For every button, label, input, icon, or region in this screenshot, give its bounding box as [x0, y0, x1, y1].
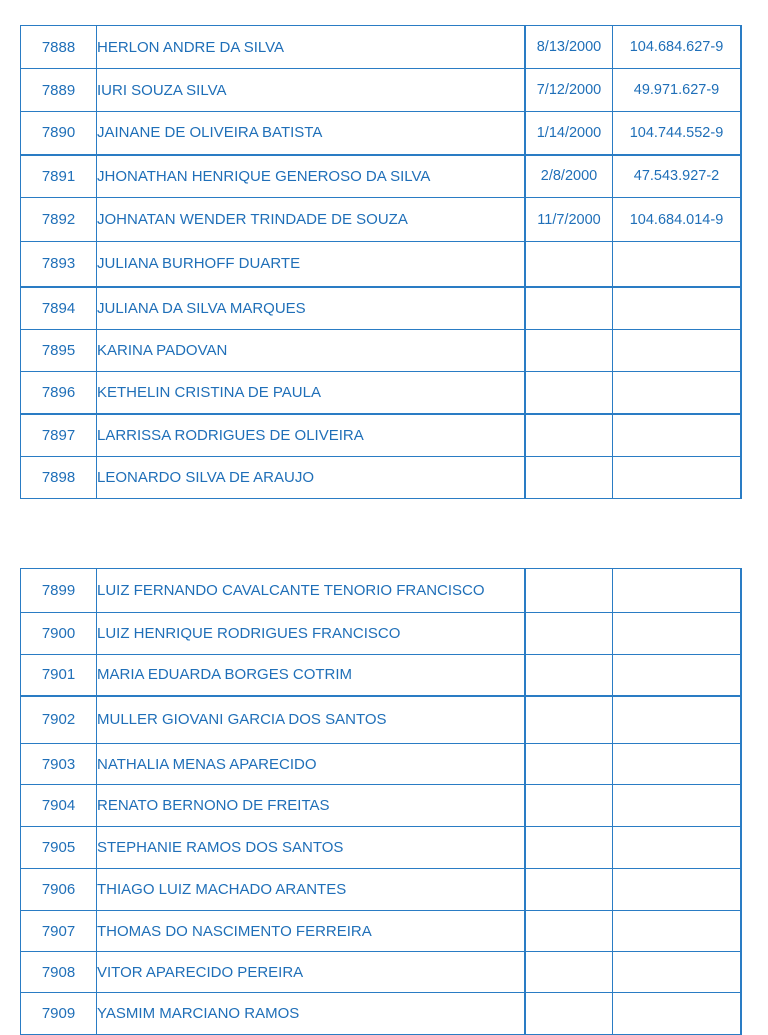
table-row — [21, 696, 742, 744]
document-id — [613, 655, 742, 696]
table-row — [21, 827, 742, 869]
row-number: 7903 — [21, 744, 97, 785]
document-id: 104.684.014-9 — [613, 198, 742, 242]
table-row — [21, 613, 742, 655]
birth-date — [525, 827, 613, 869]
birth-date — [525, 287, 613, 330]
birth-date — [525, 655, 613, 696]
row-number: 7908 — [21, 952, 97, 993]
birth-date — [525, 785, 613, 827]
table-row — [21, 993, 742, 1035]
birth-date — [525, 952, 613, 993]
row-number: 7897 — [21, 414, 97, 457]
student-name: KARINA PADOVAN — [97, 330, 526, 372]
birth-date: 11/7/2000 — [525, 198, 613, 242]
table-row — [21, 155, 742, 198]
document-id — [613, 242, 742, 287]
table-row — [21, 372, 742, 414]
document-id — [613, 569, 742, 613]
birth-date: 8/13/2000 — [525, 26, 613, 69]
birth-date: 1/14/2000 — [525, 112, 613, 155]
row-number: 7888 — [21, 26, 97, 69]
student-name: JAINANE DE OLIVEIRA BATISTA — [97, 112, 526, 155]
birth-date — [525, 372, 613, 414]
student-name: IURI SOUZA SILVA — [97, 69, 526, 112]
table-row — [21, 569, 742, 613]
birth-date — [525, 744, 613, 785]
document-id — [613, 869, 742, 911]
table-row — [21, 655, 742, 696]
student-name: VITOR APARECIDO PEREIRA — [97, 952, 526, 993]
birth-date — [525, 911, 613, 952]
table-row — [21, 287, 742, 330]
student-name: JHONATHAN HENRIQUE GENEROSO DA SILVA — [97, 155, 526, 198]
student-name: RENATO BERNONO DE FREITAS — [97, 785, 526, 827]
birth-date — [525, 242, 613, 287]
row-number: 7892 — [21, 198, 97, 242]
student-name: LARRISSA RODRIGUES DE OLIVEIRA — [97, 414, 526, 457]
document-id: 104.684.627-9 — [613, 26, 742, 69]
student-name: LEONARDO SILVA DE ARAUJO — [97, 457, 526, 499]
document-id — [613, 414, 742, 457]
birth-date — [525, 569, 613, 613]
birth-date — [525, 869, 613, 911]
row-number: 7891 — [21, 155, 97, 198]
student-name: MARIA EDUARDA BORGES COTRIM — [97, 655, 526, 696]
table-row — [21, 785, 742, 827]
row-number: 7898 — [21, 457, 97, 499]
table-row — [21, 112, 742, 155]
document-id — [613, 613, 742, 655]
row-number: 7899 — [21, 569, 97, 613]
document-id — [613, 785, 742, 827]
birth-date — [525, 993, 613, 1035]
table-row — [21, 911, 742, 952]
roster-table-2 — [20, 568, 742, 1035]
roster-table-1 — [20, 25, 742, 499]
document-id — [613, 993, 742, 1035]
birth-date — [525, 414, 613, 457]
document-id — [613, 952, 742, 993]
row-number: 7905 — [21, 827, 97, 869]
student-name: THOMAS DO NASCIMENTO FERREIRA — [97, 911, 526, 952]
row-number: 7909 — [21, 993, 97, 1035]
student-name: LUIZ FERNANDO CAVALCANTE TENORIO FRANCISCO — [97, 569, 526, 613]
table-row — [21, 952, 742, 993]
birth-date: 7/12/2000 — [525, 69, 613, 112]
document-id — [613, 287, 742, 330]
birth-date — [525, 330, 613, 372]
birth-date — [525, 457, 613, 499]
row-number: 7906 — [21, 869, 97, 911]
table-row — [21, 69, 742, 112]
student-name: STEPHANIE RAMOS DOS SANTOS — [97, 827, 526, 869]
row-number: 7902 — [21, 696, 97, 744]
document-id — [613, 330, 742, 372]
table-row — [21, 414, 742, 457]
student-name: LUIZ HENRIQUE RODRIGUES FRANCISCO — [97, 613, 526, 655]
student-name: JOHNATAN WENDER TRINDADE DE SOUZA — [97, 198, 526, 242]
birth-date — [525, 696, 613, 744]
table-row — [21, 330, 742, 372]
document-id — [613, 372, 742, 414]
row-number: 7890 — [21, 112, 97, 155]
document-id — [613, 827, 742, 869]
student-name: JULIANA BURHOFF DUARTE — [97, 242, 526, 287]
table-row — [21, 457, 742, 499]
table-row — [21, 869, 742, 911]
document-id — [613, 744, 742, 785]
student-name: THIAGO LUIZ MACHADO ARANTES — [97, 869, 526, 911]
row-number: 7904 — [21, 785, 97, 827]
row-number: 7907 — [21, 911, 97, 952]
table-row — [21, 744, 742, 785]
document-id — [613, 696, 742, 744]
row-number: 7900 — [21, 613, 97, 655]
table-row — [21, 242, 742, 287]
document-id: 49.971.627-9 — [613, 69, 742, 112]
student-name: NATHALIA MENAS APARECIDO — [97, 744, 526, 785]
document-id: 47.543.927-2 — [613, 155, 742, 198]
row-number: 7895 — [21, 330, 97, 372]
table-row — [21, 198, 742, 242]
birth-date — [525, 613, 613, 655]
student-name: YASMIM MARCIANO RAMOS — [97, 993, 526, 1035]
student-name: JULIANA DA SILVA MARQUES — [97, 287, 526, 330]
birth-date: 2/8/2000 — [525, 155, 613, 198]
table-row — [21, 26, 742, 69]
document-id: 104.744.552-9 — [613, 112, 742, 155]
row-number: 7893 — [21, 242, 97, 287]
student-name: KETHELIN CRISTINA DE PAULA — [97, 372, 526, 414]
row-number: 7901 — [21, 655, 97, 696]
row-number: 7894 — [21, 287, 97, 330]
row-number: 7889 — [21, 69, 97, 112]
document-id — [613, 911, 742, 952]
student-name: HERLON ANDRE DA SILVA — [97, 26, 526, 69]
student-name: MULLER GIOVANI GARCIA DOS SANTOS — [97, 696, 526, 744]
document-id — [613, 457, 742, 499]
row-number: 7896 — [21, 372, 97, 414]
